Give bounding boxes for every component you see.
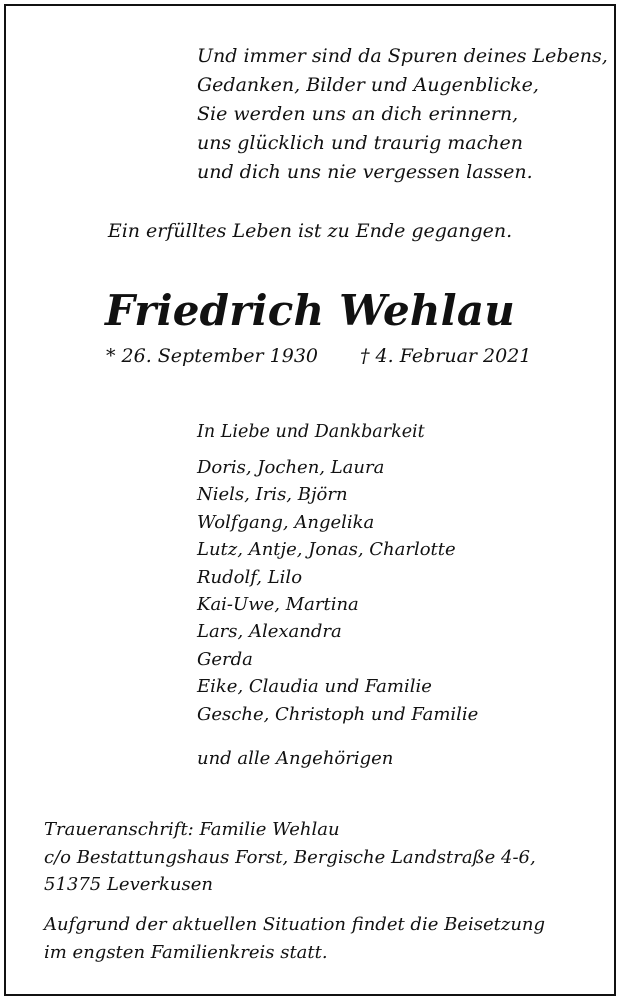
list-item: Gerda: [197, 648, 253, 670]
poem-line: und dich uns nie vergessen lassen.: [197, 161, 533, 183]
notice-line: im engsten Familienkreis statt.: [44, 941, 328, 963]
poem-line: Sie werden uns an dich erinnern,: [197, 103, 519, 125]
list-item: Kai-Uwe, Martina: [197, 593, 359, 615]
address-line: 51375 Leverkusen: [44, 874, 213, 895]
list-item: Lars, Alexandra: [197, 621, 342, 643]
mourning-address: [44, 816, 536, 899]
list-item: Lutz, Antje, Jonas, Charlotte: [197, 539, 456, 561]
list-item: Doris, Jochen, Laura: [197, 457, 385, 478]
list-item: Gesche, Christoph und Familie: [197, 703, 479, 725]
burial-notice: [44, 911, 545, 966]
list-item: Rudolf, Lilo: [197, 566, 303, 588]
tagline: Ein erfülltes Leben ist zu Ende gegangen.: [107, 220, 513, 242]
memorial-poem: [197, 42, 608, 187]
mourners-list: [197, 454, 478, 728]
poem-line: Gedanken, Bilder und Augenblicke,: [197, 74, 539, 96]
relatives-line: und alle Angehörigen: [197, 748, 394, 769]
notice-line: Aufgrund der aktuellen Situation findet die Beisetzung: [44, 914, 546, 935]
list-item: Eike, Claudia und Familie: [197, 676, 432, 698]
list-item: Wolfgang, Angelika: [197, 511, 375, 533]
birth-date: * 26. September 1930: [106, 345, 318, 367]
poem-line: uns glücklich und traurig machen: [197, 132, 523, 154]
list-item: Niels, Iris, Björn: [197, 484, 348, 506]
address-line: Traueranschrift: Familie Wehlau: [44, 819, 340, 840]
dedication-line: In Liebe und Dankbarkeit: [197, 422, 425, 442]
poem-line: Und immer sind da Spuren deines Lebens,: [197, 45, 608, 67]
address-line: c/o Bestattungshaus Forst, Bergische Landstraße 4-6,: [44, 846, 536, 868]
death-date: † 4. Februar 2021: [360, 345, 532, 367]
deceased-name: Friedrich Wehlau: [105, 286, 515, 335]
